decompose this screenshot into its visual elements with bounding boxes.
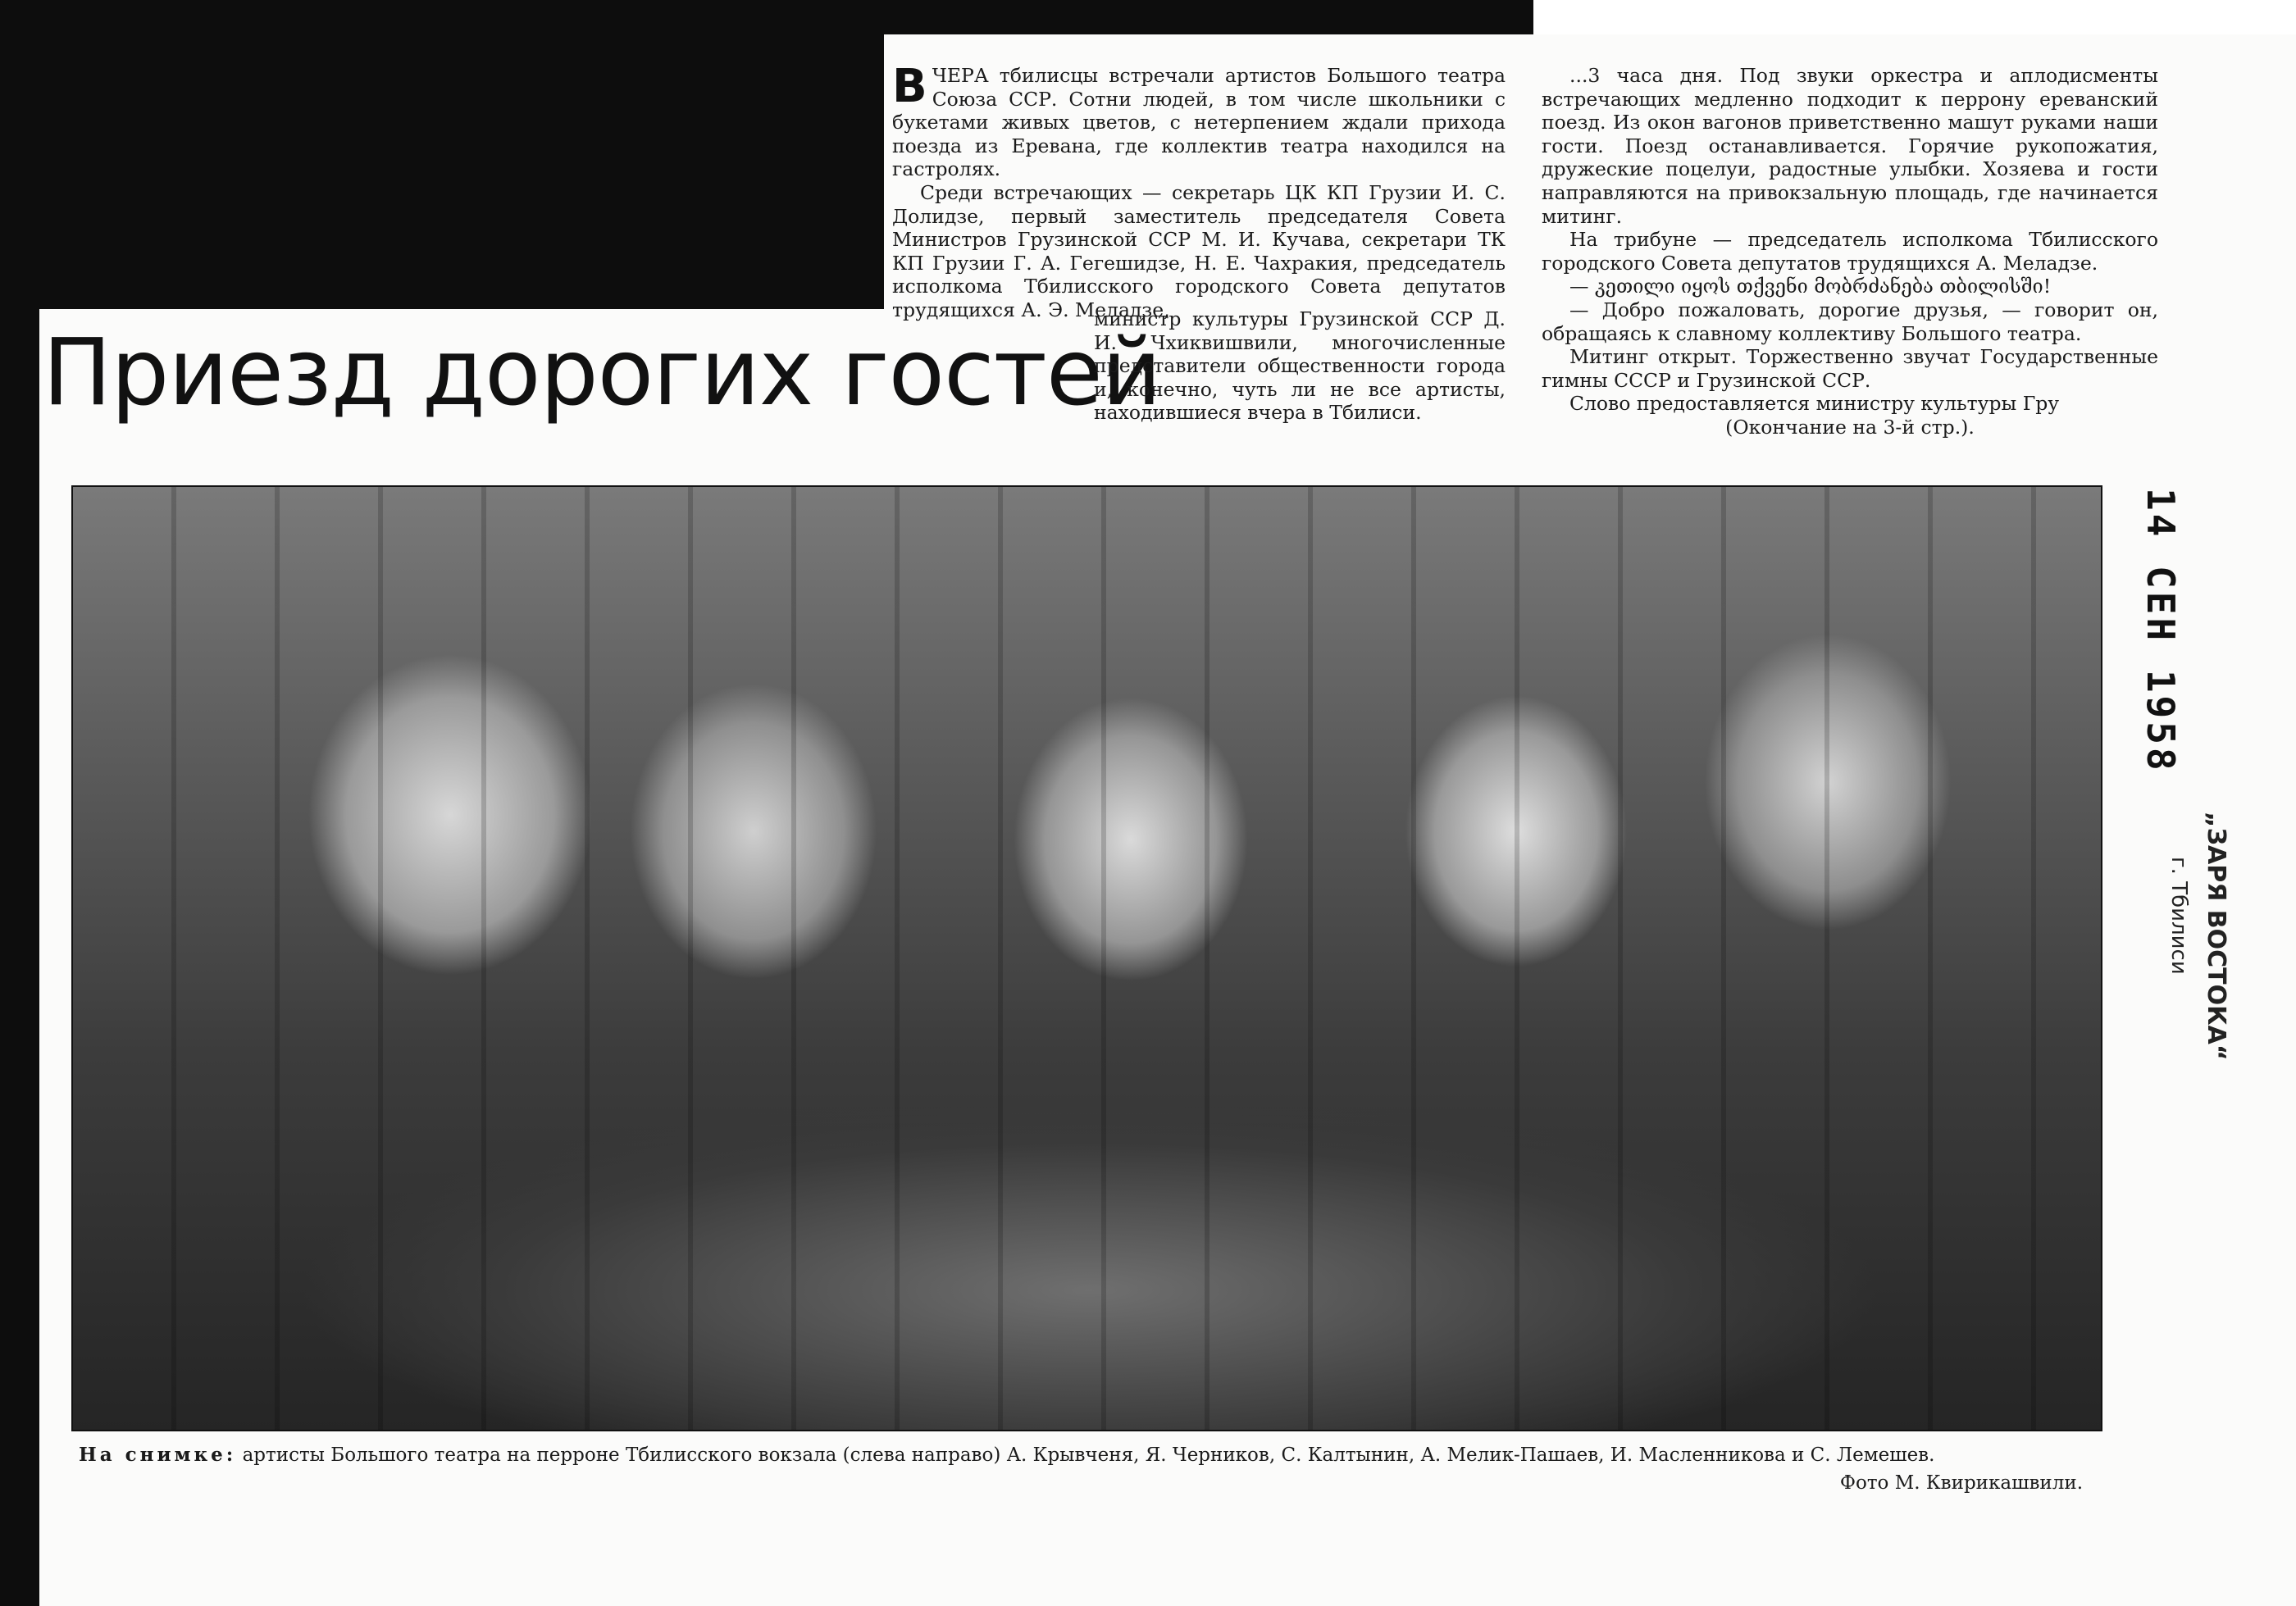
paragraph-intro: ЧЕРА тбилисцы встречали артистов Большого театра Союза ССР. Сотни людей, в том числе школьники с букетами живых цветов, с нетерпением ждали прихода поезда из Еревана, где коллектив театра находился на гастролях. [892, 64, 1506, 181]
caption-lead: На снимке: [79, 1444, 237, 1466]
paragraph-greeters-cont: министр культуры Грузинской ССР Д. И. Чхиквишвили, многочисленные представители общественности города и, конечно, чуть ли не все артисты, находившиеся вчера в Тбилиси. [1094, 307, 1506, 425]
article-column-right [1542, 64, 2158, 439]
paragraph-minister: Слово предоставляется министру культуры Гру [1569, 392, 2060, 416]
paragraph-georgian-greeting: — კეთილი იყოს თქვენი მობრძანება თბილისში! [1569, 275, 2052, 298]
scan-border-top [0, 0, 1533, 34]
news-photo [71, 485, 2102, 1431]
article-headline: Приезд дорогих гостей [43, 320, 1161, 426]
caption-text: артисты Большого театра на перроне Тбилисского вокзала (слева направо) А. Крывченя, Я. Черников, С. Калтынин, А. Мелик-Пашаев, И. Масленникова и С. Лемешев. [242, 1444, 1935, 1466]
newspaper-name: „ЗАРЯ ВОСТОКА“ [2202, 812, 2230, 1061]
article-column-left [892, 60, 1506, 322]
newspaper-city: г. Тбилиси [2166, 857, 2191, 975]
paragraph-arrival: ...3 часа дня. Под звуки оркестра и аплодисменты встречающих медленно подходит к перрону ереванский поезд. Из окон вагонов приветственно машут руками наши гости. Поезд останавливается. Горячие рукопожатия, дружеские поцелуи, радостные улыбки. Хозяева и гости направляются на привокзальную площадь, где начинается митинг. [1542, 64, 2158, 228]
photo-train-background [73, 487, 2101, 1430]
article-column-left-continued [1094, 307, 1506, 425]
paragraph-tribune: На трибуне — председатель исполкома Тбилисского городского Совета депутатов трудящихся А. Меладзе. [1542, 228, 2158, 275]
photo-credit: Фото М. Квирикашвили. [1839, 1472, 2083, 1494]
paragraph-greeters: Среди встречающих — секретарь ЦК КП Грузии И. С. Долидзе, первый заместитель председателя Совета Министров Грузинской ССР М. И. Кучава, секретари ТК КП Грузии Г. А. Гегешидзе, Н. Е. Чахракия, председатель исполкома Тбилисского городского Совета депутатов трудящихся А. Э. Меладзе, [892, 180, 1506, 321]
scan-border-left [0, 0, 39, 1606]
date-stamp: 14 СЕН 1958 [2139, 488, 2183, 774]
scan-background-corner [39, 34, 884, 309]
paragraph-anthems: Митинг открыт. Торжественно звучат Государственные гимны СССР и Грузинской ССР. [1542, 345, 2158, 392]
drop-cap: В [892, 60, 927, 113]
continued-note: (Окончание на 3-й стр.). [1725, 415, 1975, 439]
photo-caption [79, 1443, 2137, 1467]
paragraph-welcome: — Добро пожаловать, дорогие друзья, — говорит он, обращаясь к славному коллективу Большого театра. [1542, 298, 2158, 345]
